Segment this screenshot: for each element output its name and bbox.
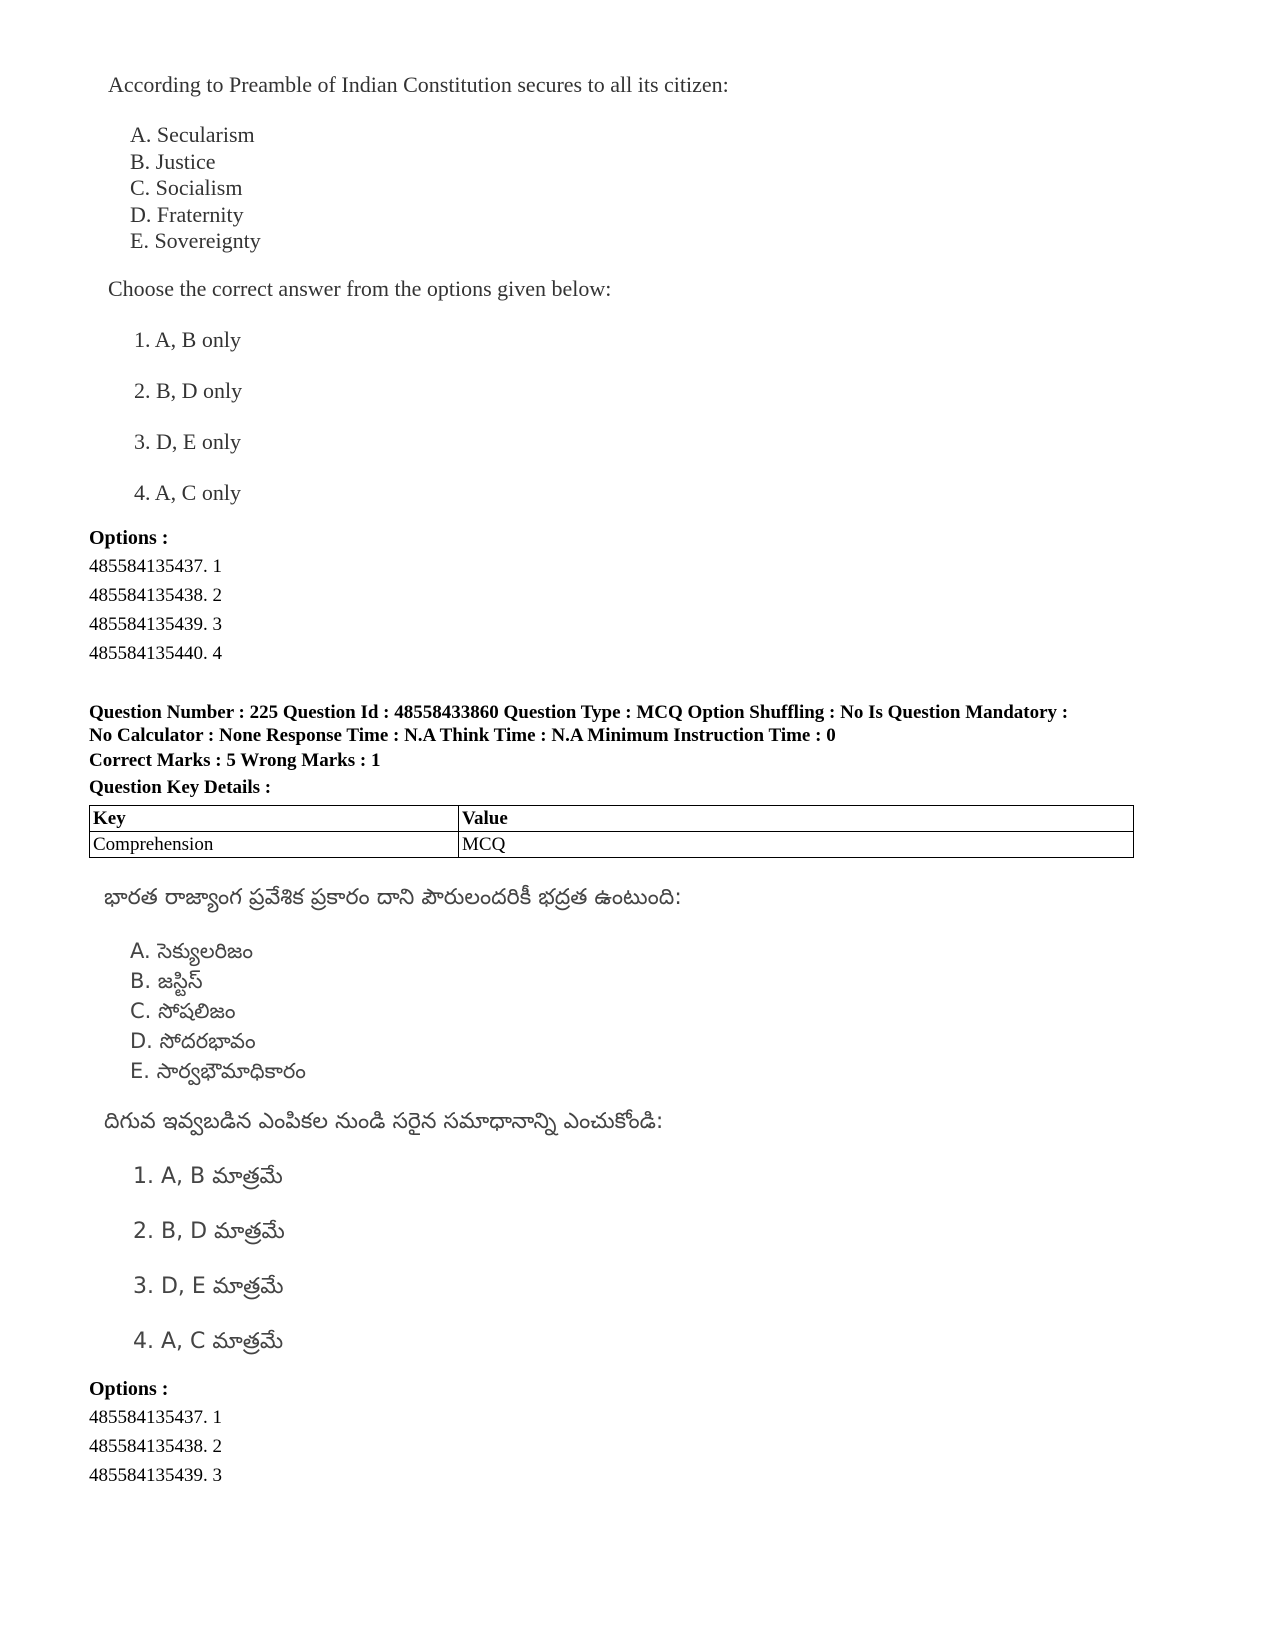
question-224-instruction: Choose the correct answer from the options given below: [108,276,612,301]
question-meta [89,701,1199,747]
question-224-image [108,72,729,98]
option-item: 485584135440. 4 [89,643,222,664]
choice-2: 2. B, D only [134,378,243,403]
item-b: B. Justice [130,148,216,174]
option-item: 485584135439. 3 [89,614,222,635]
item-c: C. సోషలిజం [130,999,236,1023]
question-225-stem: భారత రాజ్యాంగ ప్రవేశిక ప్రకారం దాని పౌరులందరికీ భద్రత ఉంటుంది: [104,885,682,910]
item-d: D. Fraternity [130,201,244,227]
table-header-row [90,806,1134,832]
meta-line-1: Question Number : 225 Question Id : 48558433860 Question Type : MCQ Option Shuffling : No Is Question Mandatory : [89,702,1069,723]
option-item: 485584135439. 3 [89,1465,222,1486]
item-e: E. సార్వభౌమాధికారం [130,1059,306,1083]
choice-1: 1. A, B మాత్రమే [133,1164,283,1189]
key-details-label: Question Key Details : [89,777,272,798]
choice-4: 4. A, C only [134,480,241,505]
item-a: A. సెక్యులరిజం [130,939,254,963]
question-225-items [130,936,306,1086]
choice-4: 4. A, C మాత్రమే [133,1329,284,1354]
choice-3: 3. D, E only [134,429,241,454]
option-item: 485584135437. 1 [89,1407,222,1428]
options-list [89,1403,222,1490]
choice-2: 2. B, D మాత్రమే [133,1219,285,1244]
options-label: Options : [89,527,169,549]
item-a: A. Secularism [130,122,255,147]
option-item: 485584135438. 2 [89,585,222,606]
choice-1: 1. A, B only [134,327,241,352]
marks-line: Correct Marks : 5 Wrong Marks : 1 [89,750,381,771]
options-list [89,552,222,668]
choice-3: 3. D, E మాత్రమే [133,1274,284,1299]
meta-line-2: No Calculator : None Response Time : N.A Think Time : N.A Minimum Instruction Time : 0 [89,725,836,746]
key-details-table [89,805,1134,858]
option-item: 485584135438. 2 [89,1436,222,1457]
item-c: C. Socialism [130,175,243,200]
header-key: Key [90,806,459,832]
question-225-instruction: దిగువ ఇవ్వబడిన ఎంపికల నుండి సరైన సమాధానాన్ని ఎంచుకోండి: [104,1109,664,1134]
item-d: D. సోదరభావం [130,1029,256,1053]
question-stem: According to Preamble of Indian Constitution secures to all its citizen: [108,72,729,97]
item-e: E. Sovereignty [130,228,261,253]
cell-value: MCQ [459,832,1134,858]
options-label: Options : [89,1378,169,1400]
header-value: Value [459,806,1134,832]
cell-key: Comprehension [90,832,459,858]
item-b: B. జస్టిస్ [130,969,203,993]
table-row [90,832,1134,858]
option-item: 485584135437. 1 [89,556,222,577]
question-224-items [130,122,261,255]
